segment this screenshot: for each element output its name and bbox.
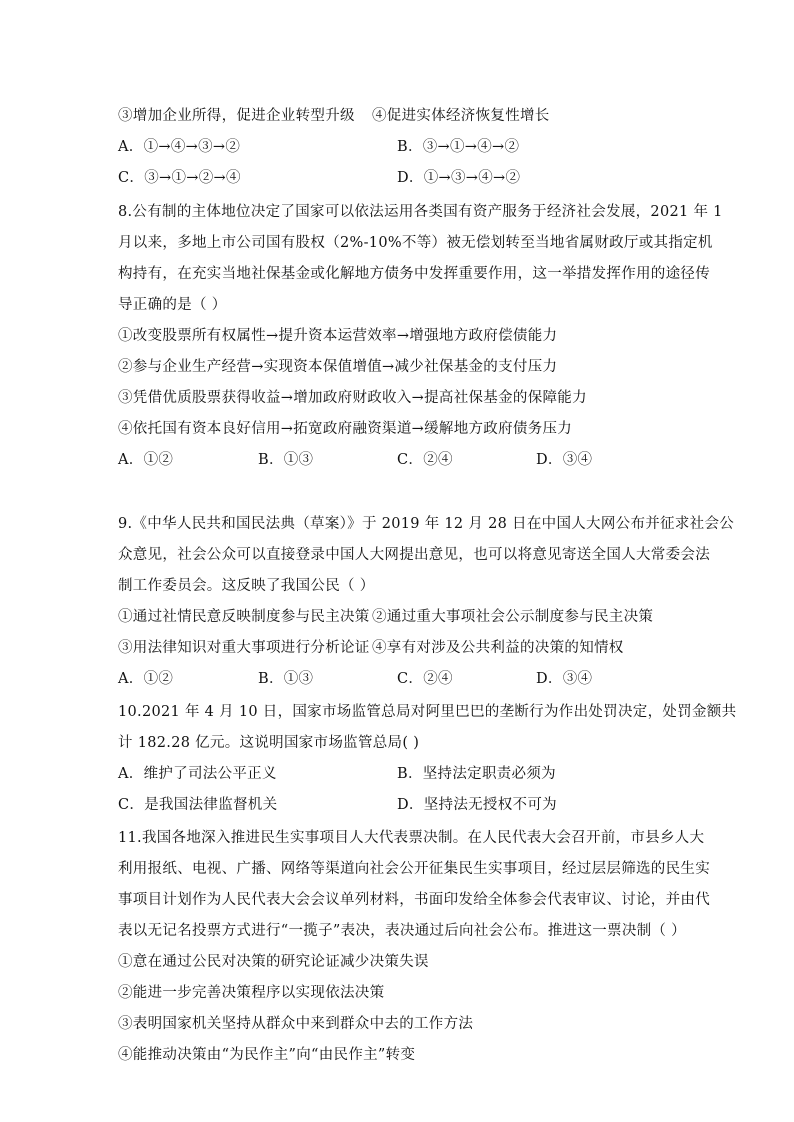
q10-option-a: A．维护了司法公平正义 — [118, 766, 277, 782]
q10-option-d: D．坚持法无授权不可为 — [397, 797, 557, 813]
q8-stem-line-4: 导正确的是（ ） — [118, 297, 227, 313]
q7-option-b: B．③→①→④→② — [397, 139, 520, 155]
q8-item-1: ①改变股票所有权属性→提升资本运营效率→增强地方政府偿债能力 — [118, 328, 558, 344]
q9-item-4: ④享有对涉及公共利益的决策的知情权 — [372, 640, 624, 656]
q10-option-c: C．是我国法律监督机关 — [118, 797, 278, 813]
q8-option-d: D．③④ — [536, 452, 593, 468]
q8-item-3: ③凭借优质股票获得收益→增加政府财政收入→提高社保基金的保障能力 — [118, 390, 587, 406]
q10-option-b: B．坚持法定职责必须为 — [397, 766, 556, 782]
q9-stem-line-3: 制工作委员会。这反映了我国公民（ ） — [118, 578, 375, 594]
q11-stem-line-4: 表以无记名投票方式进行“一揽子”表决，表决通过后向社会公布。推进这一票决制（ ） — [118, 923, 686, 939]
q11-stem-line-3: 事项目计划作为人民代表大会会议单列材料，书面印发给全体参会代表审议、讨论，并由代 — [118, 892, 710, 908]
q8-stem-line-3: 构持有，在充实当地社保基金或化解地方债务中发挥重要作用，这一举措发挥作用的途径传 — [118, 266, 710, 282]
q7-option-a: A．①→④→③→② — [118, 139, 241, 155]
q8-item-2: ②参与企业生产经营→实现资本保值增值→减少社保基金的支付压力 — [118, 359, 558, 375]
q9-option-d: D．③④ — [536, 671, 593, 687]
q11-item-4: ④能推动决策由“为民作主”向“由民作主”转变 — [118, 1047, 416, 1063]
q7-option-c: C．③→①→②→④ — [118, 170, 241, 186]
q8-option-a: A．①② — [118, 452, 174, 468]
q7-item-3: ③增加企业所得，促进企业转型升级 — [118, 108, 355, 124]
q9-option-c: C．②④ — [397, 671, 453, 687]
q7-option-d: D．①→③→④→② — [397, 170, 521, 186]
q11-stem-line-2: 利用报纸、电视、广播、网络等渠道向社会公开征集民生实事项目，经过层层筛选的民生实 — [118, 861, 710, 877]
q9-stem-line-1: 9.《中华人民共和国民法典（草案）》于 2019 年 12 月 28 日在中国人大网公布并征求社会公 — [118, 516, 735, 532]
q8-option-c: C．②④ — [397, 452, 453, 468]
q9-option-b: B．①③ — [258, 671, 314, 687]
q8-item-4: ④依托国有资本良好信用→拓宽政府融资渠道→缓解地方政府债务压力 — [118, 421, 573, 437]
q10-stem-line-2: 计 182.28 亿元。这说明国家市场监管总局( ) — [118, 735, 420, 751]
q9-item-2: ②通过重大事项社会公示制度参与民主决策 — [372, 609, 654, 625]
q8-stem-line-1: 8.公有制的主体地位决定了国家可以依法运用各类国有资产服务于经济社会发展，2021 年 1 — [118, 204, 723, 220]
q8-option-b: B．①③ — [258, 452, 314, 468]
q11-item-2: ②能进一步完善决策程序以实现依法决策 — [118, 985, 385, 1001]
q7-item-4: ④促进实体经济恢复性增长 — [372, 108, 550, 124]
q8-stem-line-2: 月以来，多地上市公司国有股权（2%-10%不等）被无偿划转至当地省属财政厅或其指定机 — [118, 235, 713, 251]
q9-stem-line-2: 众意见，社会公众可以直接登录中国人大网提出意见，也可以将意见寄送全国人大常委会法 — [118, 547, 710, 563]
q11-item-3: ③表明国家机关坚持从群众中来到群众中去的工作方法 — [118, 1016, 474, 1032]
q9-item-1: ①通过社情民意反映制度参与民主决策 — [118, 609, 370, 625]
q11-item-1: ①意在通过公民对决策的研究论证减少决策失误 — [118, 954, 429, 970]
q10-stem-line-1: 10.2021 年 4 月 10 日，国家市场监管总局对阿里巴巴的垄断行为作出处罚决定，处罚金额共 — [118, 704, 737, 720]
q11-stem-line-1: 11.我国各地深入推进民生实事项目人大代表票决制。在人民代表大会召开前，市县乡人大 — [118, 830, 705, 846]
q9-item-3: ③用法律知识对重大事项进行分析论证 — [118, 640, 370, 656]
q9-option-a: A．①② — [118, 671, 174, 687]
